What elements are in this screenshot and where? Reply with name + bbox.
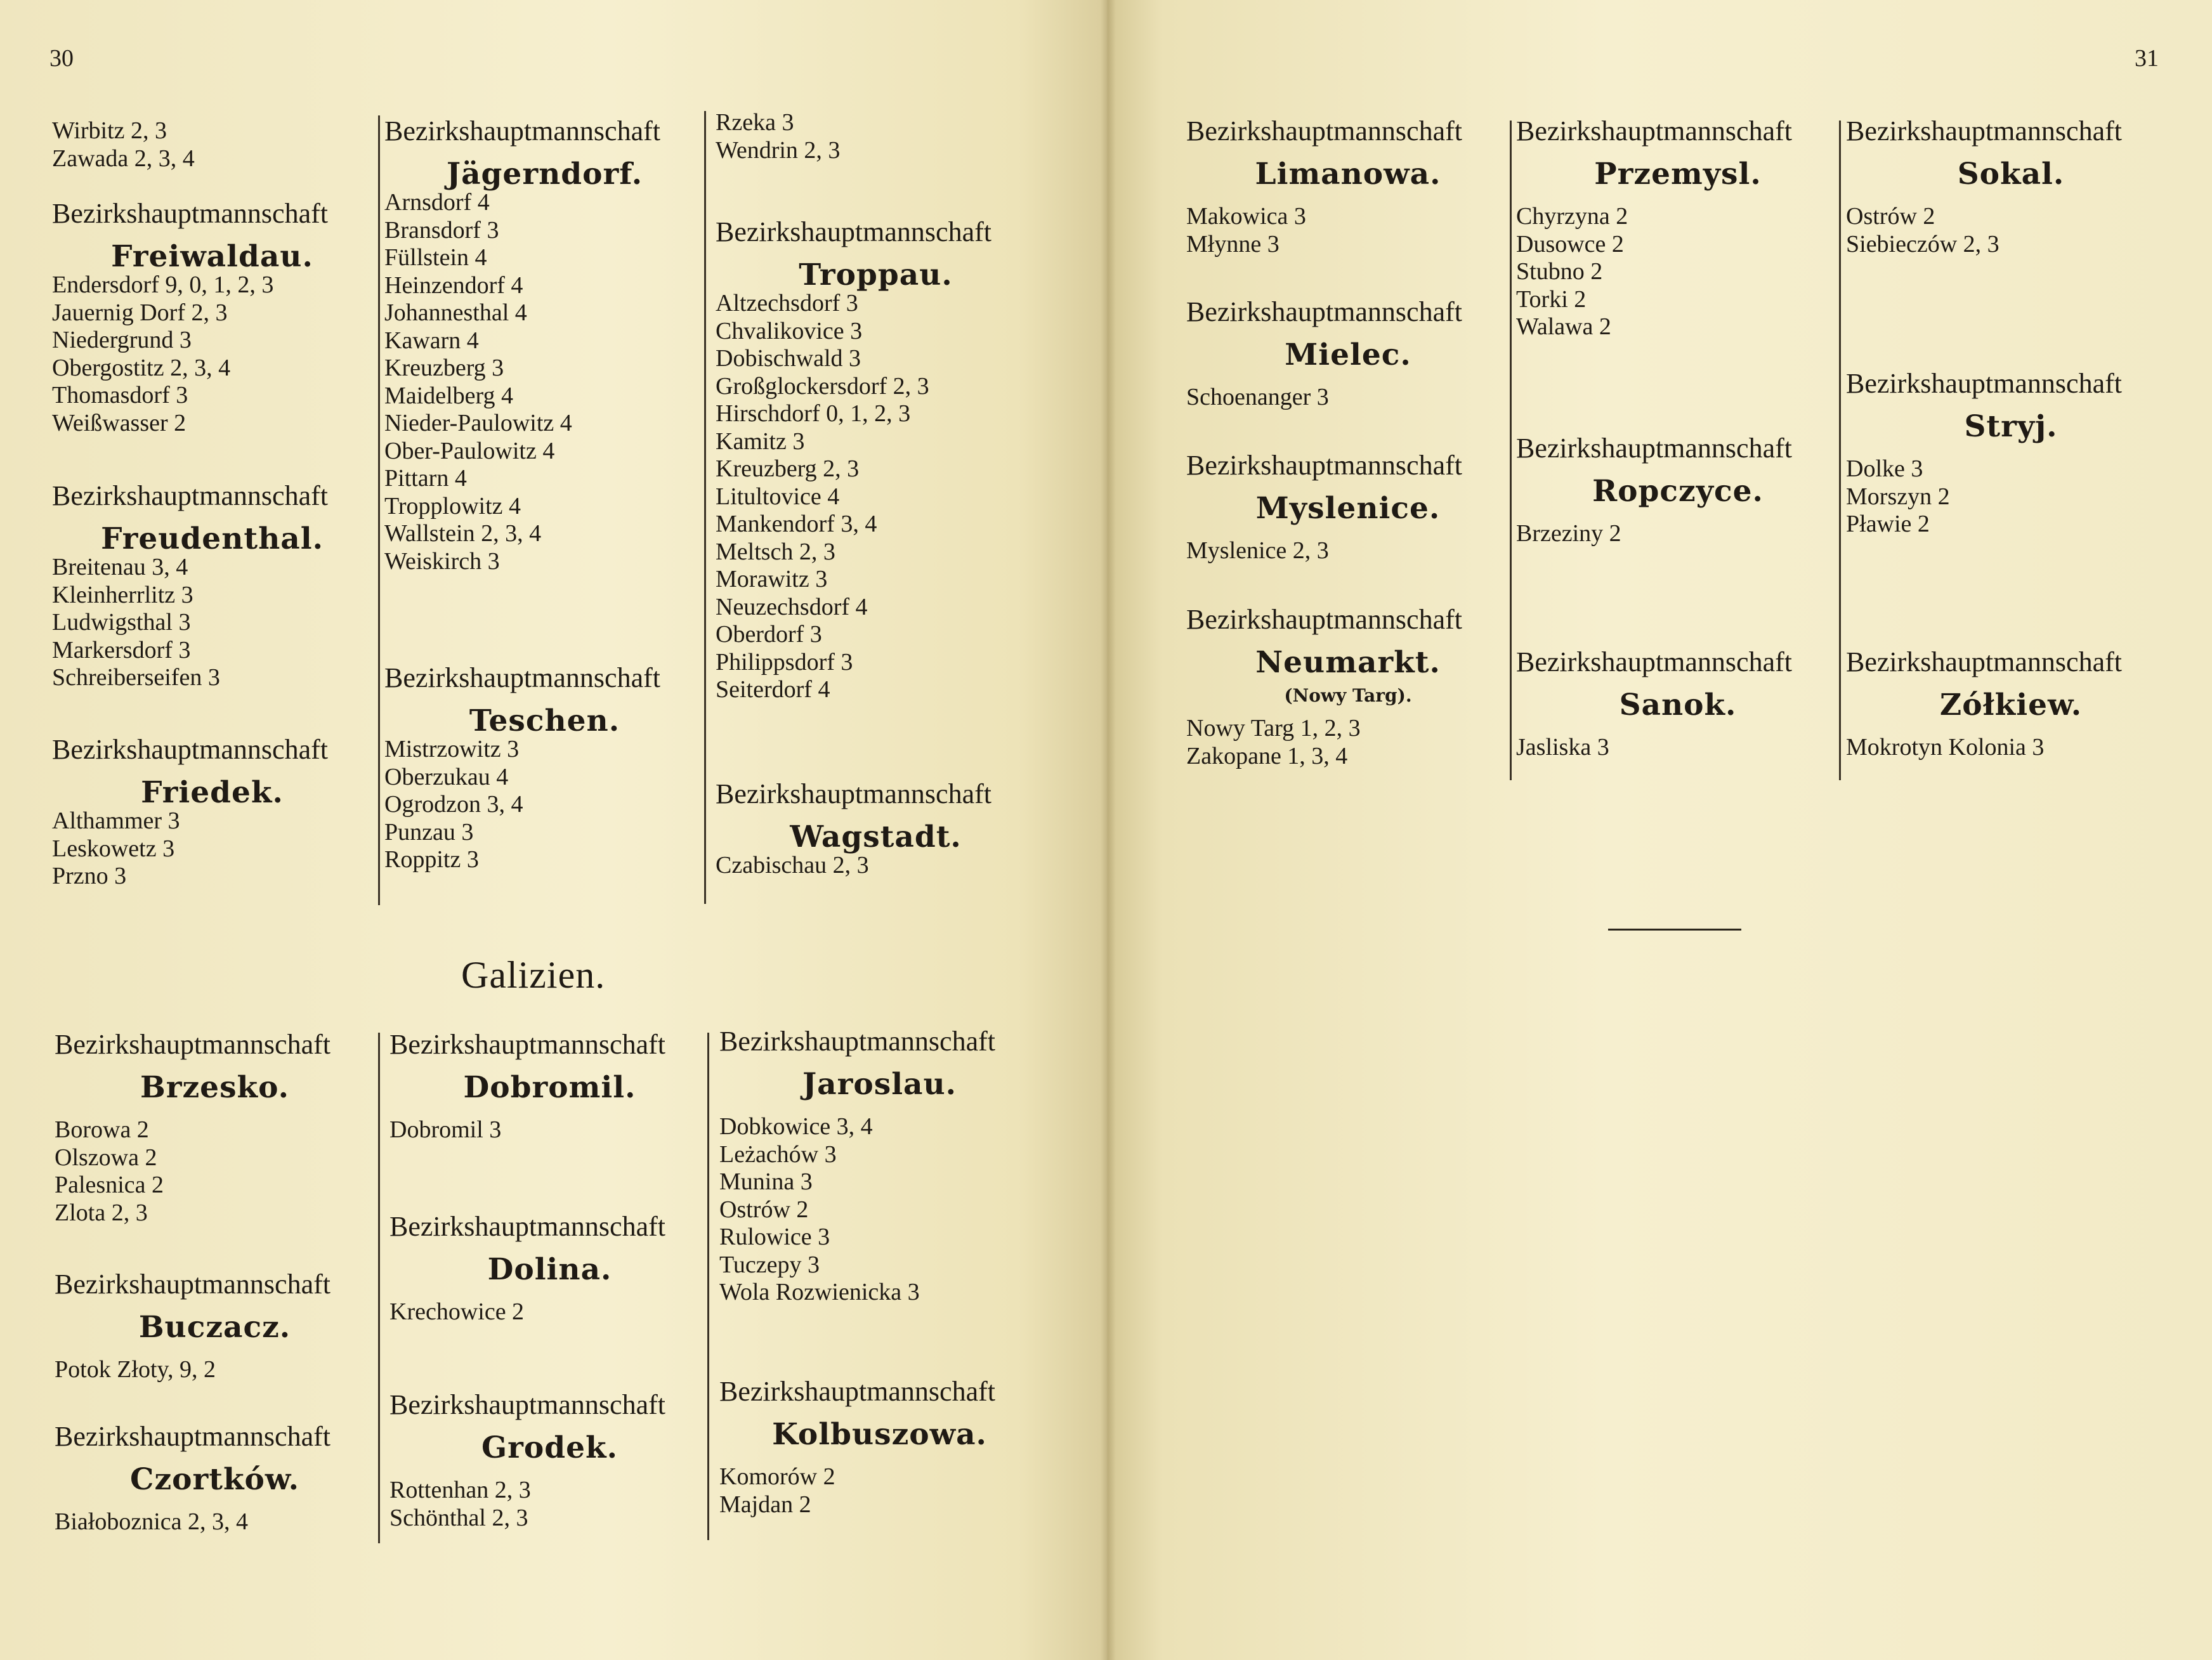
entry-list bbox=[716, 109, 1036, 164]
entry-list bbox=[1186, 537, 1510, 565]
column-divider bbox=[1510, 121, 1512, 780]
list-item: Arnsdorf 4 bbox=[384, 189, 490, 216]
list-item: Młynne 3 bbox=[1186, 230, 1279, 258]
list-item: Morszyn 2 bbox=[1846, 483, 1950, 510]
entry-list bbox=[1186, 384, 1510, 412]
list-item: Leżachów 3 bbox=[719, 1140, 837, 1168]
district-block bbox=[52, 736, 372, 891]
entry-list bbox=[389, 1116, 710, 1144]
list-item: Wendrin 2, 3 bbox=[716, 136, 841, 164]
district-block bbox=[55, 1423, 375, 1536]
district-name: Neumarkt. bbox=[1255, 645, 1441, 680]
list-item: Neuzechsdorf 4 bbox=[716, 593, 868, 620]
district-name: Buczacz. bbox=[138, 1310, 291, 1345]
district-header: Bezirkshauptmannschaft bbox=[55, 1421, 330, 1452]
list-item: Komorów 2 bbox=[719, 1463, 835, 1490]
district-header: Bezirkshauptmannschaft bbox=[1846, 646, 2122, 677]
district-header: Bezirkshauptmannschaft bbox=[1186, 450, 1462, 481]
district-name: Freiwaldau. bbox=[111, 239, 313, 274]
list-item: Siebieczów 2, 3 bbox=[1846, 230, 1999, 258]
list-item: Przno 3 bbox=[52, 863, 127, 889]
list-item: Pittarn 4 bbox=[384, 465, 467, 492]
district-name: Limanowa. bbox=[1255, 157, 1441, 192]
district-header: Bezirkshauptmannschaft bbox=[52, 734, 328, 765]
entry-list bbox=[1846, 734, 2176, 762]
district-header: Bezirkshauptmannschaft bbox=[389, 1029, 665, 1060]
list-item: Chyrzyna 2 bbox=[1516, 203, 1628, 230]
district-name: Jaroslau. bbox=[802, 1067, 957, 1102]
list-item: Pławie 2 bbox=[1846, 511, 1930, 537]
list-item: Großglockersdorf 2, 3 bbox=[716, 372, 929, 400]
column bbox=[55, 1031, 375, 1551]
district-block bbox=[52, 200, 372, 437]
list-item: Niedergrund 3 bbox=[52, 327, 192, 353]
column bbox=[1186, 117, 1510, 783]
list-item: Nowy Targ 1, 2, 3 bbox=[1186, 715, 1361, 742]
list-item: Nieder-Paulowitz 4 bbox=[384, 410, 572, 436]
district-header: Bezirkshauptmannschaft bbox=[1516, 433, 1792, 464]
list-item: Dolke 3 bbox=[1846, 455, 1923, 482]
district-header: Bezirkshauptmannschaft bbox=[55, 1269, 330, 1300]
list-item: Leskowetz 3 bbox=[52, 835, 175, 862]
list-item: Dobischwald 3 bbox=[716, 345, 861, 372]
column-divider bbox=[378, 1033, 380, 1543]
district-name: Dolina. bbox=[487, 1252, 612, 1287]
column-divider bbox=[1839, 121, 1841, 780]
list-item: Weißwasser 2 bbox=[52, 409, 187, 436]
book-spine-shadow bbox=[1101, 0, 1116, 1660]
section-title: Galizien. bbox=[461, 954, 606, 996]
entry-list bbox=[52, 271, 372, 437]
list-item: Obergostitz 2, 3, 4 bbox=[52, 354, 231, 381]
list-item: Punzau 3 bbox=[384, 818, 474, 846]
list-item: Schoenanger 3 bbox=[1186, 384, 1329, 410]
list-item: Myslenice 2, 3 bbox=[1186, 537, 1329, 564]
district-name: Sokal. bbox=[1957, 157, 2065, 192]
district-header: Bezirkshauptmannschaft bbox=[1846, 115, 2122, 147]
district-header: Bezirkshauptmannschaft bbox=[55, 1029, 330, 1060]
entry-list bbox=[716, 290, 1036, 704]
district-name: Zółkiew. bbox=[1939, 688, 2083, 722]
district-block bbox=[719, 1378, 1040, 1519]
list-item: Kleinherrlitz 3 bbox=[52, 581, 193, 608]
district-header: Bezirkshauptmannschaft bbox=[52, 480, 328, 511]
list-item: Mankendorf 3, 4 bbox=[716, 511, 877, 537]
list-item: Munina 3 bbox=[719, 1168, 813, 1195]
list-item: Oberzukau 4 bbox=[384, 763, 509, 790]
district-subtitle: (Nowy Targ). bbox=[1284, 685, 1412, 706]
district-block bbox=[1186, 452, 1510, 565]
column-divider bbox=[378, 115, 380, 905]
entry-list bbox=[1846, 455, 2176, 539]
list-item: Kreuzberg 2, 3 bbox=[716, 455, 860, 482]
district-name: Grodek. bbox=[481, 1430, 618, 1465]
column-divider bbox=[704, 111, 706, 904]
district-block bbox=[55, 1271, 375, 1384]
district-header: Bezirkshauptmannschaft bbox=[52, 198, 328, 229]
district-header: Bezirkshauptmannschaft bbox=[1846, 368, 2122, 399]
district-name: Teschen. bbox=[469, 703, 620, 738]
district-header: Bezirkshauptmannschaft bbox=[1516, 646, 1792, 677]
list-item: Jasliska 3 bbox=[1516, 734, 1609, 761]
district-name: Freudenthal. bbox=[101, 521, 324, 556]
district-name: Myslenice. bbox=[1255, 491, 1441, 526]
list-item: Morawitz 3 bbox=[716, 566, 828, 592]
list-item: Ober-Paulowitz 4 bbox=[384, 437, 555, 464]
list-item: Meltsch 2, 3 bbox=[716, 538, 835, 565]
list-item: Walawa 2 bbox=[1516, 313, 1611, 340]
district-block bbox=[1516, 117, 1840, 341]
district-block bbox=[389, 1031, 710, 1144]
list-item: Ogrodzon 3, 4 bbox=[384, 791, 523, 818]
list-item: Mokrotyn Kolonia 3 bbox=[1846, 734, 2045, 761]
district-block bbox=[1516, 435, 1840, 548]
district-block bbox=[1846, 117, 2176, 258]
district-block bbox=[389, 1213, 710, 1326]
column bbox=[384, 117, 705, 917]
entry-list bbox=[719, 1113, 1040, 1307]
district-header: Bezirkshauptmannschaft bbox=[716, 216, 991, 247]
column-divider bbox=[707, 1033, 709, 1540]
district-block bbox=[716, 780, 1036, 880]
entry-list bbox=[1516, 203, 1840, 341]
list-item: Roppitz 3 bbox=[384, 846, 479, 873]
list-item: Hirschdorf 0, 1, 2, 3 bbox=[716, 400, 911, 427]
district-name: Jägerndorf. bbox=[446, 157, 643, 192]
column bbox=[389, 1031, 710, 1551]
list-item: Bransdorf 3 bbox=[384, 216, 499, 244]
list-item: Chvalikovice 3 bbox=[716, 317, 863, 344]
list-item: Zawada 2, 3, 4 bbox=[52, 145, 195, 172]
entry-list bbox=[55, 1356, 375, 1384]
list-item: Potok Złoty, 9, 2 bbox=[55, 1356, 216, 1383]
list-item: Markersdorf 3 bbox=[52, 636, 191, 663]
list-item: Kawarn 4 bbox=[384, 327, 479, 354]
list-item: Ostrów 2 bbox=[1846, 203, 1935, 230]
list-item: Zakopane 1, 3, 4 bbox=[1186, 742, 1348, 769]
list-item: Seiterdorf 4 bbox=[716, 676, 830, 703]
list-item: Białoboznica 2, 3, 4 bbox=[55, 1508, 248, 1535]
district-header: Bezirkshauptmannschaft bbox=[1186, 115, 1462, 147]
district-block bbox=[384, 664, 705, 874]
list-item: Rottenhan 2, 3 bbox=[389, 1477, 531, 1503]
list-item: Füllstein 4 bbox=[384, 244, 487, 271]
district-block bbox=[1846, 648, 2176, 762]
list-item: Heinzendorf 4 bbox=[384, 271, 523, 299]
district-name: Ropczyce. bbox=[1592, 474, 1764, 509]
list-item: Tropplowitz 4 bbox=[384, 492, 521, 520]
district-header: Bezirkshauptmannschaft bbox=[389, 1211, 665, 1242]
column bbox=[1846, 117, 2176, 783]
list-item: Dobkowice 3, 4 bbox=[719, 1113, 873, 1140]
list-item: Kamitz 3 bbox=[716, 428, 805, 455]
district-name: Przemysl. bbox=[1594, 157, 1762, 192]
district-header: Bezirkshauptmannschaft bbox=[1186, 296, 1462, 327]
district-name: Sanok. bbox=[1619, 688, 1737, 722]
entry-list bbox=[1516, 520, 1840, 548]
district-block bbox=[1516, 648, 1840, 762]
entry-list bbox=[52, 807, 372, 891]
list-item: Czabischau 2, 3 bbox=[716, 852, 869, 879]
column bbox=[719, 1028, 1040, 1548]
list-item: Litultovice 4 bbox=[716, 483, 840, 510]
district-name: Czortków. bbox=[130, 1462, 299, 1497]
list-item: Stubno 2 bbox=[1516, 258, 1603, 285]
district-block bbox=[1846, 370, 2176, 539]
list-item: Ostrów 2 bbox=[719, 1196, 809, 1223]
district-header: Bezirkshauptmannschaft bbox=[389, 1389, 665, 1420]
district-block bbox=[716, 218, 1036, 704]
list-item: Rulowice 3 bbox=[719, 1224, 830, 1250]
list-item: Dobromil 3 bbox=[389, 1116, 502, 1143]
list-item: Maidelberg 4 bbox=[384, 382, 513, 409]
entry-list bbox=[52, 554, 372, 692]
entry-list bbox=[389, 1477, 710, 1532]
list-item: Wallstein 2, 3, 4 bbox=[384, 520, 542, 547]
entry-list bbox=[384, 736, 705, 874]
list-item: Endersdorf 9, 0, 1, 2, 3 bbox=[52, 271, 274, 298]
list-item: Borowa 2 bbox=[55, 1116, 149, 1143]
list-item: Altzechsdorf 3 bbox=[716, 290, 858, 317]
entry-list bbox=[55, 1508, 375, 1536]
district-block bbox=[384, 117, 705, 575]
list-item: Rzeka 3 bbox=[716, 109, 794, 136]
district-name: Wagstadt. bbox=[790, 820, 962, 854]
district-name: Troppau. bbox=[799, 258, 953, 292]
district-header: Bezirkshauptmannschaft bbox=[384, 662, 660, 693]
entry-list bbox=[1186, 203, 1510, 258]
list-item: Tuczepy 3 bbox=[719, 1251, 820, 1278]
list-item: Brzeziny 2 bbox=[1516, 520, 1621, 547]
column bbox=[1516, 117, 1840, 783]
list-item: Olszowa 2 bbox=[55, 1144, 157, 1171]
end-rule bbox=[1608, 929, 1741, 931]
entry-list bbox=[1846, 203, 2176, 258]
list-item: Althammer 3 bbox=[52, 807, 180, 834]
district-name: Stryj. bbox=[1964, 409, 2058, 444]
list-item: Kreuzberg 3 bbox=[384, 355, 504, 381]
list-item: Torki 2 bbox=[1516, 285, 1587, 313]
list-item: Philippsdorf 3 bbox=[716, 648, 853, 676]
district-block bbox=[1186, 606, 1510, 770]
district-name: Brzesko. bbox=[140, 1070, 289, 1105]
district-header: Bezirkshauptmannschaft bbox=[1186, 604, 1462, 635]
list-item: Breitenau 3, 4 bbox=[52, 554, 188, 580]
list-item: Majdan 2 bbox=[719, 1491, 811, 1518]
district-block bbox=[1186, 298, 1510, 412]
list-item: Weiskirch 3 bbox=[384, 547, 500, 575]
district-block bbox=[389, 1391, 710, 1532]
district-header: Bezirkshauptmannschaft bbox=[1516, 115, 1792, 147]
entry-list bbox=[1186, 715, 1510, 770]
list-item: Wirbitz 2, 3 bbox=[52, 117, 167, 144]
list-item: Dusowce 2 bbox=[1516, 230, 1624, 258]
list-item: Wola Rozwienicka 3 bbox=[719, 1279, 920, 1305]
column bbox=[52, 117, 372, 917]
district-block bbox=[719, 1028, 1040, 1307]
page-number: 31 bbox=[2135, 45, 2159, 72]
district-header: Bezirkshauptmannschaft bbox=[719, 1376, 995, 1407]
district-block bbox=[1186, 117, 1510, 258]
list-item: Jauernig Dorf 2, 3 bbox=[52, 299, 228, 326]
district-name: Kolbuszowa. bbox=[772, 1417, 987, 1452]
entry-list bbox=[1516, 734, 1840, 762]
column bbox=[716, 109, 1036, 908]
list-item: Ludwigsthal 3 bbox=[52, 609, 191, 636]
list-item: Johannesthal 4 bbox=[384, 299, 527, 326]
list-item: Schönthal 2, 3 bbox=[389, 1504, 528, 1531]
district-header: Bezirkshauptmannschaft bbox=[716, 778, 991, 809]
entry-list bbox=[52, 117, 372, 173]
right-page bbox=[1107, 0, 2212, 1660]
list-item: Mistrzowitz 3 bbox=[384, 736, 520, 762]
district-name: Mielec. bbox=[1285, 337, 1411, 372]
district-name: Dobromil. bbox=[463, 1070, 636, 1105]
entry-list bbox=[389, 1298, 710, 1326]
district-header: Bezirkshauptmannschaft bbox=[384, 115, 660, 147]
list-item: Thomasdorf 3 bbox=[52, 382, 188, 408]
list-item: Krechowice 2 bbox=[389, 1298, 525, 1325]
entry-list bbox=[55, 1116, 375, 1227]
district-block bbox=[52, 482, 372, 692]
entry-list bbox=[384, 189, 705, 575]
district-block bbox=[55, 1031, 375, 1227]
district-name: Friedek. bbox=[141, 775, 284, 810]
list-item: Palesnica 2 bbox=[55, 1172, 164, 1198]
entry-list bbox=[719, 1463, 1040, 1519]
list-item: Makowica 3 bbox=[1186, 203, 1306, 230]
district-header: Bezirkshauptmannschaft bbox=[719, 1026, 995, 1057]
list-item: Oberdorf 3 bbox=[716, 621, 822, 648]
page-number: 30 bbox=[49, 45, 74, 72]
list-item: Schreiberseifen 3 bbox=[52, 664, 220, 691]
entry-list bbox=[716, 852, 1036, 880]
list-item: Zlota 2, 3 bbox=[55, 1199, 148, 1226]
